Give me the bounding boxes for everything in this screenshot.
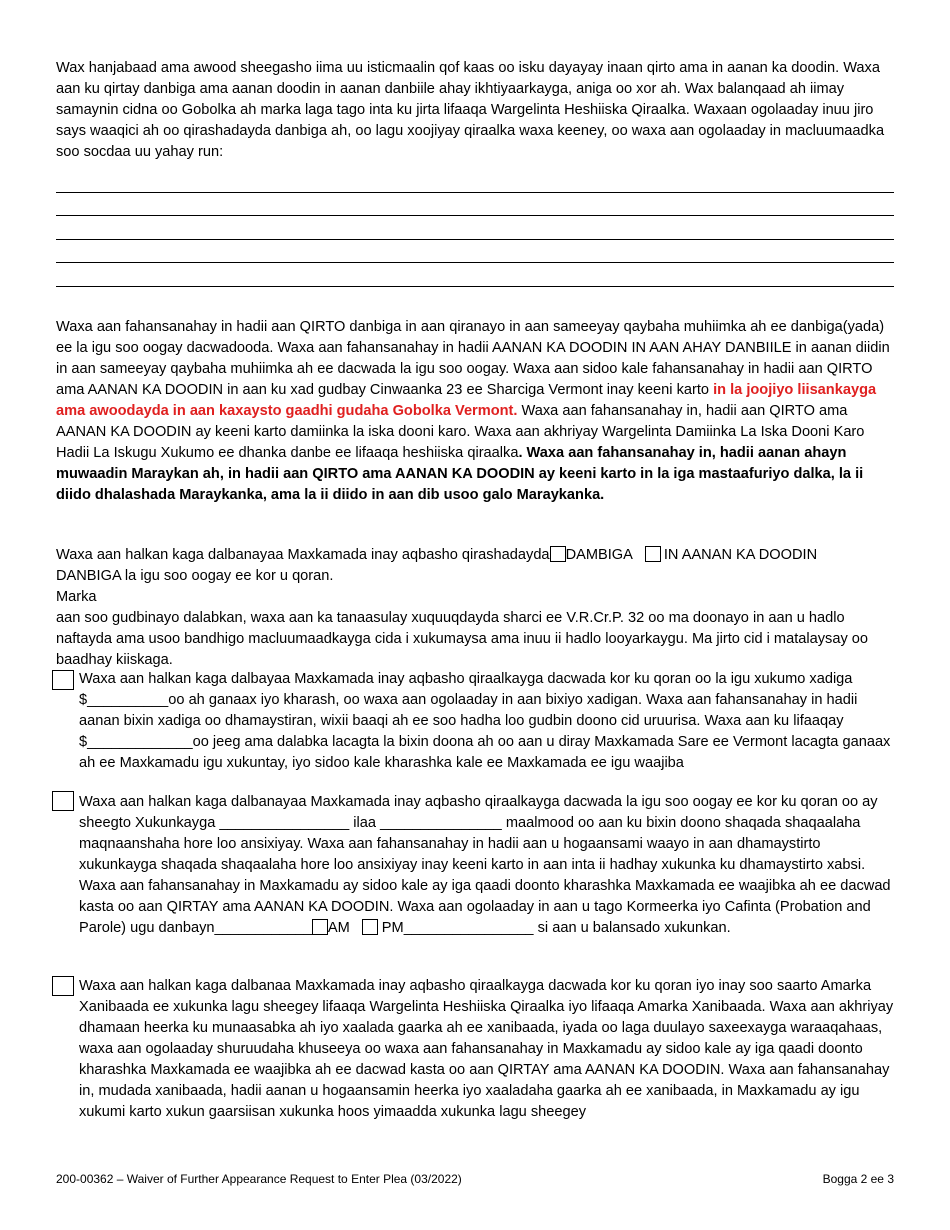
guilty-checkbox[interactable] xyxy=(550,546,566,562)
footer-page-number: Bogga 2 ee 3 xyxy=(822,1172,894,1186)
option-2-tail: si aan u balansado xukunkan. xyxy=(533,920,731,936)
intro-paragraph: Wax hanjabaad ama awood sheegasho iima uu isticmaalin qof kaas oo isku dayayay inaan qirto ama in aanan ka doodin. Waxa aan ku qirtay danbiga ama aanan doodin in aanan danbiile ahay ikhtiyaarkayga, aniga oo xor ah. Wax balanqaad ah iimay samaynin cidna oo Gobolka ah marka laga tago inta ku jirta lifaaqa Wargelinta Heshiiska Qiraalka. Waxaan ogolaaday inuu jiro says waaqici ah oo qirashadayda danbiga ah, oo lagu xoojiyay qiraalka waxa keeney, oo waxa aan ogolaaday in macluumaadka soo socdaa uu yahay run: xyxy=(56,60,885,160)
option-3-text: Waxa aan halkan kaga dalbanaa Maxkamada inay aqbasho qiraalkayga dacwada kor ku qoran iyo inay soo saarto Amarka Xanibaada ee xukunka lagu sheegey lifaaqa Wargelinta Heshiiska Qiraalka iyo lifaaqa Amarka Xanibaada. Waxa aan akhriyay dhamaan heerka ku munaasabka ah iyo xaalada gaarka ah ee xanibaada, iyada oo laga duulayo saxeexayga waraaqahaas, waxa aan ogolaaday shuruudaha khuseeya oo waxa aan fahansanahay in Maxkamadu ay sidoo kale ay iga qaadi doonto kharashka Maxkamada ee waajibka ah ee dacwad kasta oo aan QIRTAY ama AANAN KA DOODIN. Waxa aan fahansanahay in, mudada xanibaada, hadii aanan u hogaansamin heerka iyo xaaladaha gaarka ah ee xanibaada, in Maxkamadu ay igu xukumi karto xukun gaarsiisan xukunka hoos yimaadda xukunka lagu sheegey xyxy=(79,978,894,1120)
am-label: AM xyxy=(327,920,350,936)
pm-label: PM________________ xyxy=(381,920,534,936)
marka-text: Marka xyxy=(56,589,97,605)
fill-line-5[interactable] xyxy=(56,286,894,287)
pm-checkbox[interactable] xyxy=(362,919,378,935)
option-1-text: Waxa aan halkan kaga dalbayaa Maxkamada inay aqbasho qiraalkayga dacwada kor ku qoran oo la igu xukumo xadiga $__________oo ah ganaax iyo kharash, oo waxa aan ogolaaday in aan bixiyo xadigan. Waxa aan fahansanahay in hadii aanan bixin xadiga oo dhamaystiran, wixii baaqi ah ee soo hadha loo gudbin doono cid uruurisa. Waxa aan ku lifaaqay $_____________oo jeeg ama dalabka lacagta la bixin doona ah oo aan u diray Maxkamada Sare ee Vermont lacagta ganaax ah ee Maxkamadu igu xukuntay, iyo sidoo kale kharashka kale ee Maxkamada ee igu waajiba xyxy=(79,671,891,771)
fill-line-3[interactable] xyxy=(56,239,894,240)
waiver-text: aan soo gudbinayo dalabkan, waxa aan ka tanaasulay xuquuqdayda sharci ee V.R.Cr.P. 32 oo ma doonayo in aan u hadlo naftayda ama usoo bandhigo macluumaadkayga cida i xukumaysa ama inuu ii hadlo looyarkaygu. Ma jirto cid i matalaysay oo baadhay kiiskaga. xyxy=(56,610,869,668)
option-2-text xyxy=(79,792,899,939)
guilty-label: DAMBIGA xyxy=(565,547,633,563)
understanding-text-1: Waxa aan fahansanahay in hadii aan QIRTO danbiga in aan qiranayo in aan sameeyay qaybaha muhiimka ah ee danbiga(yada) ee la igu soo oogay dacwadooda. Waxa aan fahansanahay in hadii AANAN KA DOODIN IN AAN AHAY DANBIILE in aanan diidin in aan sameeyay qaybaha muhiimka ah ee dacwada la igu soo oogay. Waxa aan sidoo kale fahansanahay in hadii aan QIRTO ama AANAN KA DOODIN in aan ku xad gudbay Cinwaanka 23 ee Sharciga Vermont inay keeni karto xyxy=(56,319,890,398)
option-2-body: Waxa aan halkan kaga dalbanayaa Maxkamada inay aqbasho qiraalkayga dacwada la igu soo oogay ee kor ku qoran oo ay sheegto Xukunkayga ________________ ilaa _______________ maalmood oo aan ku bixin doono shaqada shaqaalaha maqnaanshaha hore loo ansixiyay. Waxa aan fahansanahay in hadii aan u hogaansami waayo in aan dhamaystirto xukunkayga shaqada shaqaalaha hore loo ansixiyay inay keeni karto in aan inta ii hadhay xukunka ku dhamaystirto xabsi. Waxa aan fahansanahay in Maxkamadu ay sidoo kale ay iga qaadi doonto kharashka Maxkamada ee waajibka ah ee dacwad kasta oo aan QIRTAY ama AANAN KA DOODIN. Waxa aan ogolaaday in aan u tago Kormeerka iyo Cafinta (Probation and Parole) ugu danbayn____________ xyxy=(79,794,891,936)
footer-form-id: 200-00362 – Waiver of Further Appearance Request to Enter Plea (03/2022) xyxy=(56,1172,462,1186)
option-2-checkbox[interactable] xyxy=(52,791,74,811)
nolo-checkbox[interactable] xyxy=(645,546,661,562)
fill-line-2[interactable] xyxy=(56,215,894,216)
understanding-paragraph xyxy=(56,317,898,506)
understanding-text-2: Waxa aan fahansanahay in, hadii aan QIRTO ama AANAN KA DOODIN ay keeni karto damiinka la iska dooni karo. Waxa aan akhriyay Wargelinta Damiinka La Iska Dooni Karo Hadii La Iskugu Xukumo ee dhanka danbe ee lifaaqa heshiiska qiraalka xyxy=(56,403,865,461)
option-1-checkbox[interactable] xyxy=(52,670,74,690)
license-warning: in la joojiyo liisankayga ama awoodayda in aan kaxaysto gaadhi gudaha Gobolka Vermont. xyxy=(56,382,877,419)
request-text: Waxa aan halkan kaga dalbanayaa Maxkamada inay aqbasho qirashadayda xyxy=(56,547,550,563)
am-checkbox[interactable] xyxy=(312,919,328,935)
fill-line-4[interactable] xyxy=(56,262,894,263)
plea-request xyxy=(56,545,898,671)
request-text-2: DANBIGA la igu soo oogay ee kor u qoran. xyxy=(56,568,334,584)
fill-line-1[interactable] xyxy=(56,192,894,193)
immigration-warning: . Waxa aan fahansanahay in, hadii aanan ahayn muwaadin Maraykan ah, in hadii aan QIRTO ama AANAN KA DOODIN ay keeni karto in la iga mastaafuriyo dalka, la ii diido dhalashada Maraykanka, ama la ii diido in aan dib usoo galo Maraykanka. xyxy=(56,445,864,503)
nolo-label: IN AANAN KA DOODIN xyxy=(663,547,818,563)
option-3-checkbox[interactable] xyxy=(52,976,74,996)
